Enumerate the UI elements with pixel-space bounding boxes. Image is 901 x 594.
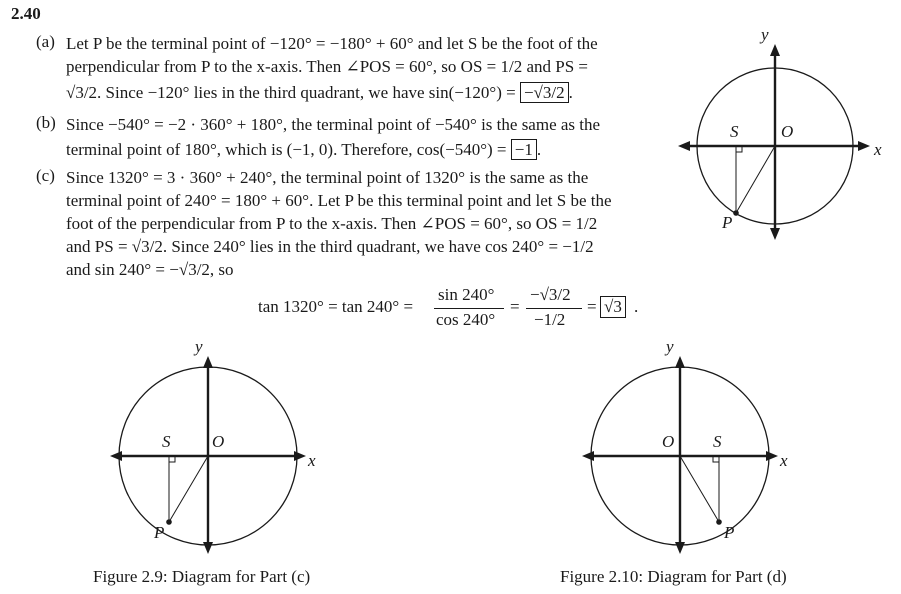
label-x: x — [308, 451, 316, 470]
part-a-line-3: √3/2. Since −120° lies in the third quadrant, we have sin(−120°) = −√3/2 . — [66, 83, 573, 102]
part-b-line-2: terminal point of 180°, which is (−1, 0). Therefore, cos(−540°) = −1 . — [66, 140, 542, 159]
part-a-label: (a) — [36, 32, 55, 51]
label-y: y — [195, 337, 203, 356]
label-x: x — [780, 451, 788, 470]
part-a-line-3-text: √3/2. Since −120° lies in the third quadrant, we have sin(−120°) = — [66, 83, 516, 102]
label-y: y — [761, 25, 769, 44]
label-o: O — [212, 432, 225, 451]
label-s: S — [730, 122, 739, 141]
equation-answer: √3 — [600, 296, 626, 318]
label-y: y — [666, 337, 674, 356]
figure-2-9-caption: Figure 2.9: Diagram for Part (c) — [93, 567, 311, 586]
equation-frac2-denominator: −1/2 — [534, 310, 566, 329]
part-b-line-1: Since −540° = −2 · 360° + 180°, the terminal point of −540° is the same as the — [66, 115, 601, 134]
equation-frac1-denominator: cos 240° — [436, 310, 496, 329]
part-c-label: (c) — [36, 166, 55, 185]
equation-lhs: tan 1320° = tan 240° = — [258, 297, 414, 316]
part-a-line-1: Let P be the terminal point of −120° = −180° + 60° and let S be the foot of the — [66, 34, 598, 53]
part-a-line-2: perpendicular from P to the x-axis. Then ∠POS = 60°, so OS = 1/2 and PS = — [66, 57, 588, 76]
x-axis-left-arrow-icon — [582, 451, 594, 461]
label-p: P — [722, 213, 733, 232]
label-s: S — [162, 432, 171, 451]
label-o: O — [781, 122, 794, 141]
problem-number: 2.40 — [11, 4, 41, 23]
x-axis-right-arrow-icon — [766, 451, 778, 461]
part-c-line-2: terminal point of 240° = 180° + 60°. Let P be this terminal point and let S be the — [66, 191, 612, 210]
point-p — [716, 519, 722, 525]
part-c-line-1: Since 1320° = 3 · 360° + 240°, the terminal point of 1320° is the same as the — [66, 168, 589, 187]
equation-frac1-numerator: sin 240° — [438, 285, 495, 304]
part-b-answer: −1 — [511, 139, 537, 160]
part-b-line-2-text: terminal point of 180°, which is (−1, 0). Therefore, cos(−540°) = — [66, 140, 507, 159]
y-axis-down-arrow-icon — [675, 542, 685, 554]
label-p: P — [724, 523, 735, 542]
equation-equals-2: = — [587, 297, 597, 316]
equation-equals-1: = — [510, 297, 520, 316]
label-s: S — [713, 432, 722, 451]
part-c-line-4: and PS = √3/2. Since 240° lies in the third quadrant, we have cos 240° = −1/2 — [66, 237, 594, 256]
label-p: P — [154, 523, 165, 542]
radius-op — [680, 456, 719, 522]
part-c-line-3: foot of the perpendicular from P to the x-axis. Then ∠POS = 60°, so OS = 1/2 — [66, 214, 598, 233]
label-o: O — [662, 432, 675, 451]
part-a-answer: −√3/2 — [520, 82, 569, 103]
y-axis-up-arrow-icon — [675, 356, 685, 368]
label-x: x — [874, 140, 882, 159]
part-b-label: (b) — [36, 113, 56, 132]
figure-2-10-caption: Figure 2.10: Diagram for Part (d) — [560, 567, 787, 586]
equation-frac2-numerator: −√3/2 — [530, 285, 571, 304]
part-c-line-5: and sin 240° = −√3/2, so — [66, 260, 234, 279]
